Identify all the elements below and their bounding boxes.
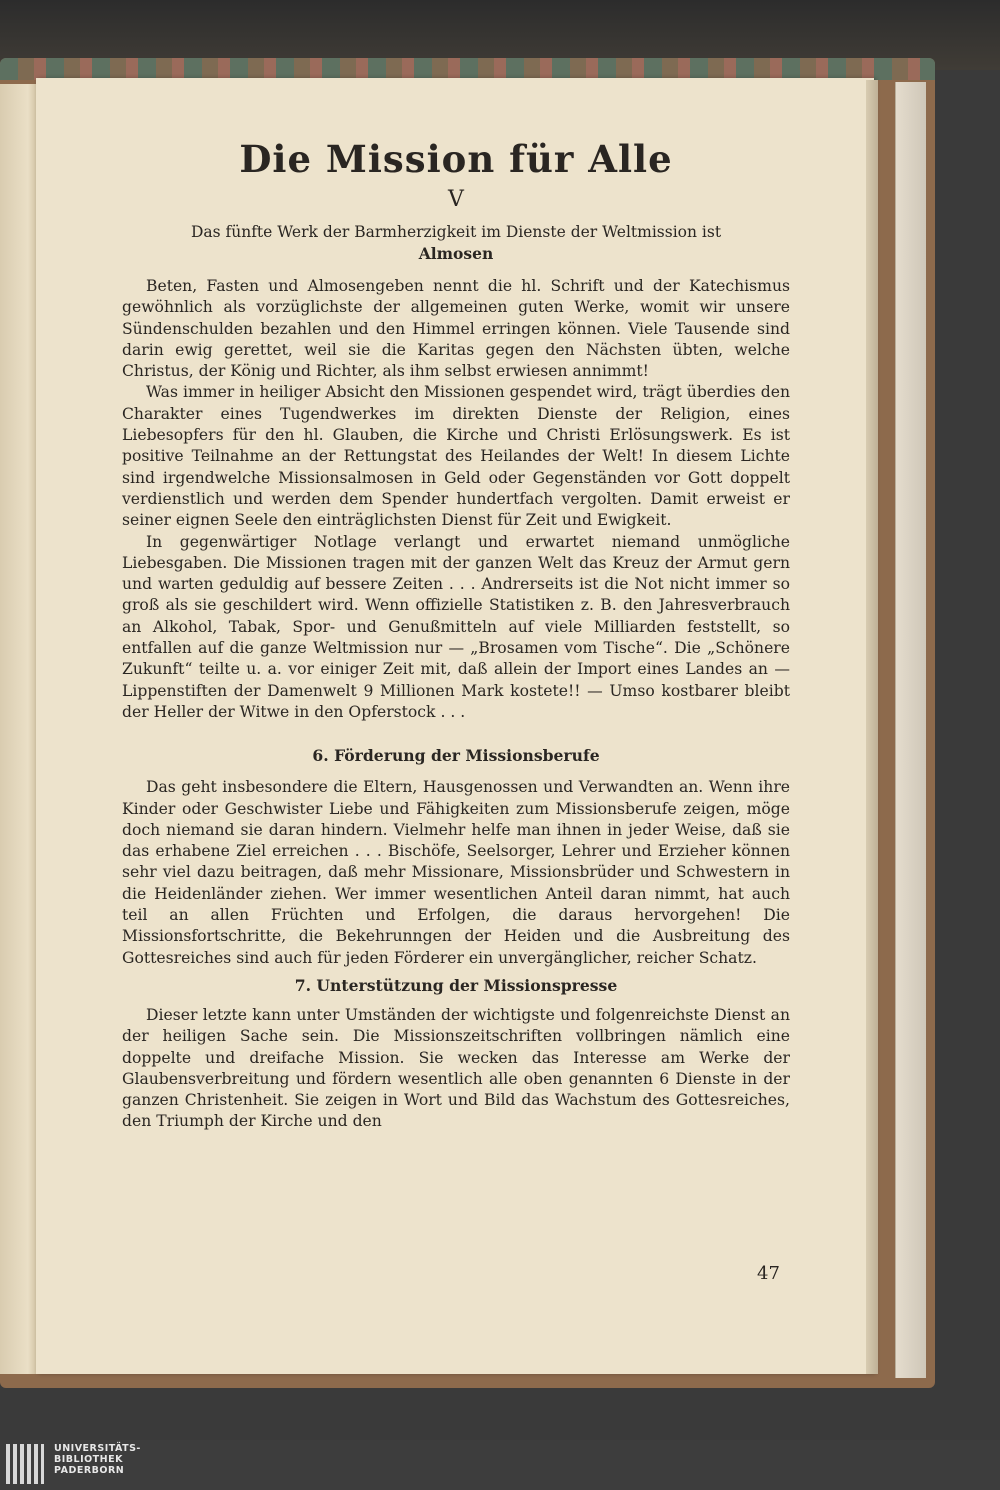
section-heading-7: 7. Unterstützung der Missionspresse bbox=[294, 975, 618, 995]
library-logo-text bbox=[54, 1443, 141, 1476]
paragraph: Was immer in heiliger Absicht den Missionen gespendet wird, trägt überdies den Charakter eines Tugendwerkes im direkten Dienste der Religion, eines Liebesopfers für den hl. Glauben, die Kirche und Christi Erlösungswerk. Es ist positive Teilnahme an der Rettungstat des Heilandes der Welt! In diesem Lichte sind irgendwelche Missionsalmosen in Geld oder Gegenständen vor Gott doppelt verdienstlich und werden dem Spender hundertfach vergolten. Damit erweist er seiner eignen Seele den einträglichsten Dienst für Zeit und Ewigkeit. bbox=[122, 383, 790, 530]
page-content bbox=[122, 130, 790, 1133]
logo-line-3: PADERBORN bbox=[54, 1465, 125, 1476]
paragraph: Dieser letzte kann unter Umständen der wichtigste und folgenreichste Dienst an der heiligen Sache sein. Die Missionszeitschriften vollbringen nämlich eine doppelte und dreifache Mission. Sie wecken das Interesse am Werke der Glaubensverbreitung und fördern wesentlich alle oben genannten 6 Dienste in der ganzen Christenheit. Sie zeigen in Wort und Bild das Wachstum des Gottesreiches, den Triumph der Kirche und den bbox=[122, 1005, 790, 1131]
subtitle-line-1: Das fünfte Werk der Barmherzigkeit im Dienste der Weltmission ist bbox=[190, 223, 722, 241]
facing-page-edge bbox=[0, 84, 40, 1374]
cover-binding-strip bbox=[0, 58, 935, 80]
chapter-subtitle bbox=[122, 222, 790, 264]
paragraph: Das geht insbesondere die Eltern, Hausgenossen und Verwandten an. Wenn ihre Kinder oder Geschwister Liebe und Fähigkeiten zum Missionsberufe zeigen, möge doch niemand sie daran hindern. Vielmehr helfe man ihnen in jeder Weise, daß sie das erhabene Ziel erreichen . . . Bischöfe, Seelsorger, Lehrer und Erzieher können sehr viel dazu beitragen, daß mehr Missionare, Missionsbrüder und Schwestern in die Heidenländer ziehen. Wer immer wesentlichen Anteil daran nimmt, hat auch teil an allen Früchten und Erfolgen, die daraus hervorgehen! Die Missionsfortschritte, die Bekehrunngen der Heiden und die Ausbreitung des Gottesreiches sind auch für jeden Förderer ein unvergänglicher, reicher Schatz. bbox=[122, 778, 790, 967]
subtitle-line-2: Almosen bbox=[418, 244, 494, 263]
footer-bar bbox=[0, 1440, 1000, 1490]
section-heading-6: 6. Förderung der Missionsberufe bbox=[312, 746, 600, 766]
paragraph: In gegenwärtiger Notlage verlangt und erwartet niemand unmögliche Liebesgaben. Die Missionen tragen mit der ganzen Welt das Kreuz der Armut gern und warten geduldig auf bessere Zeiten . . . Andrerseits ist die Not nicht immer so groß als sie geschildert wird. Wenn offizielle Statistiken z. B. den Jahresverbrauch an Alkohol, Tabak, Spor- und Genußmitteln auf viele Milliarden feststellt, so entfallen auf die ganze Weltmission nur — „Brosamen vom Tische“. Die „Schönere Zukunft“ teilte u. a. vor einiger Zeit mit, daß allein der Import eines Landes an — Lippenstiften der Damenwelt 9 Millionen Mark kostete!! — Umso kostbarer bleibt der Heller der Witwe in den Opferstock . . . bbox=[122, 532, 790, 721]
page-title: Die Mission für Alle bbox=[239, 137, 673, 181]
page-number: 47 bbox=[757, 1263, 780, 1284]
page-edges bbox=[895, 82, 926, 1378]
logo-line-2: BIBLIOTHEK bbox=[54, 1454, 123, 1465]
logo-line-1: UNIVERSITÄTS- bbox=[54, 1443, 141, 1454]
chapter-number: V bbox=[448, 187, 464, 212]
library-logo-icon bbox=[6, 1444, 46, 1484]
paragraph: Beten, Fasten und Almosengeben nennt die hl. Schrift und der Katechismus gewöhnlich als vorzüglichste der allgemeinen guten Werke, womit wir unsere Sündenschulden bezahlen und den Himmel erringen können. Viele Tausende sind darin ewig gerettet, weil sie die Karitas gegen den Nächsten übten, welche Christus, der König und Richter, als ihm selbst erwiesen annimmt! bbox=[122, 277, 790, 381]
page-shadow bbox=[866, 80, 878, 1374]
